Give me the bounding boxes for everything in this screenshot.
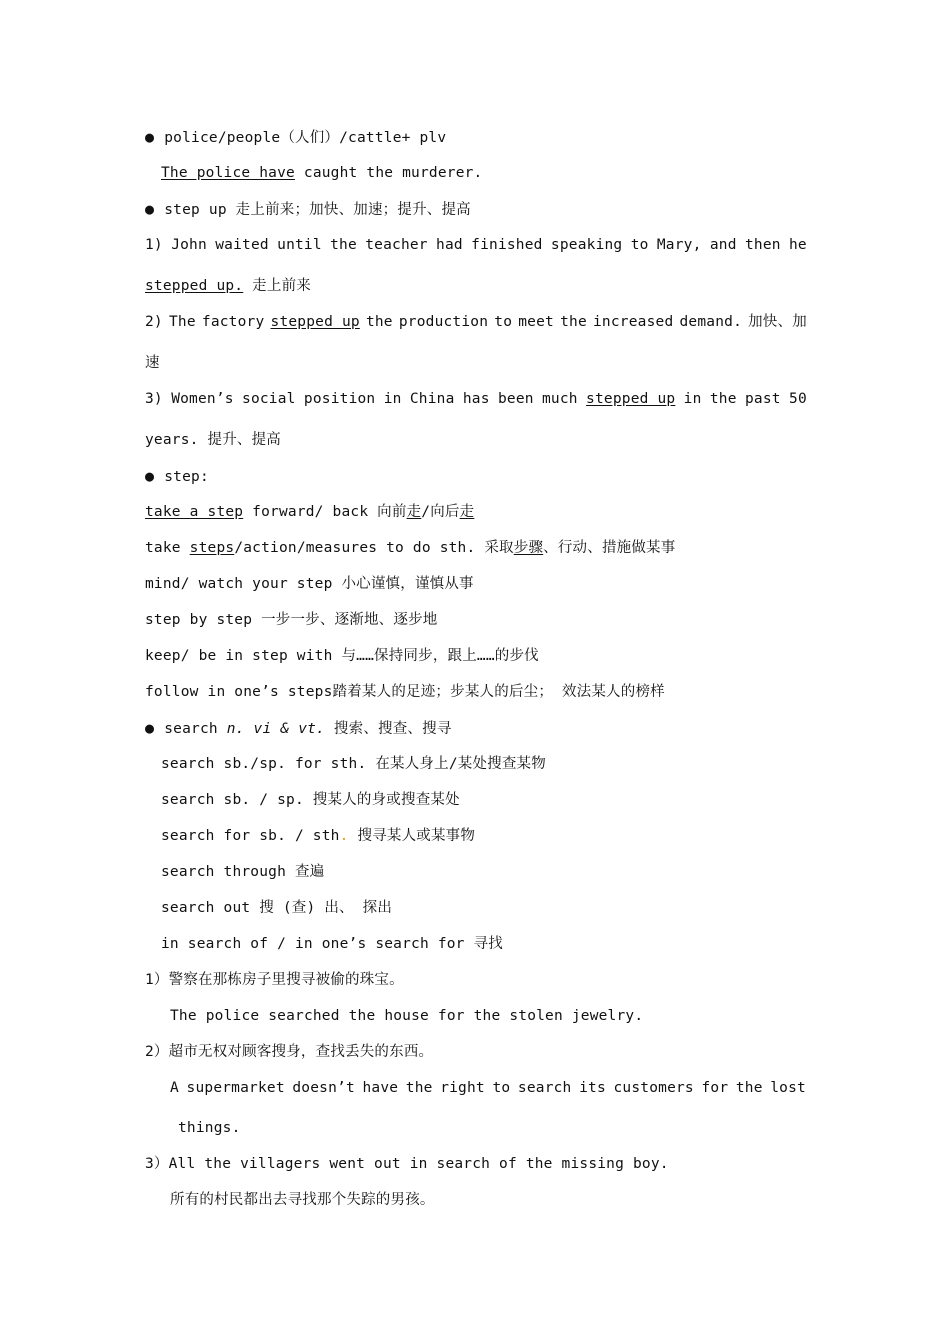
word: meet <box>518 314 554 330</box>
word: customers <box>613 1080 694 1096</box>
text-police: police/people（人们）/cattle+ plv <box>164 130 447 146</box>
word: supermarket <box>186 1080 285 1096</box>
word: Women’s <box>171 391 234 407</box>
example-search-2-zh <box>145 1042 433 1062</box>
word: to <box>494 314 513 330</box>
bullet-icon: ● <box>145 719 155 737</box>
word: the <box>405 1080 433 1096</box>
word: search <box>517 1080 572 1096</box>
phrase-take-steps <box>145 538 675 558</box>
text: 2）超市无权对顾客搜身，查找丢失的东西。 <box>145 1044 434 1060</box>
text: mind/ watch your step 小心谨慎，谨慎从事 <box>145 576 474 592</box>
underlined-char: 走 <box>406 504 422 520</box>
bullet-item-step <box>145 466 209 487</box>
word: 1) <box>145 237 163 253</box>
text: things. <box>178 1120 241 1136</box>
example-search-2-en <box>170 1078 806 1098</box>
word: 3) <box>145 391 163 407</box>
example-step-up-3-cont <box>145 430 281 450</box>
example-step-up-1-cont <box>145 276 311 296</box>
underlined-phrase: stepped up. <box>145 278 244 294</box>
word: in <box>383 391 402 407</box>
text: years. 提升、提高 <box>145 432 282 448</box>
text-step-up: step up 走上前来；加快、加速；提升、提高 <box>164 202 471 218</box>
phrase-take-a-step <box>145 502 474 522</box>
phrase-keep-in-step <box>145 646 539 666</box>
word: has <box>462 391 490 407</box>
phrase-step-by-step <box>145 610 438 630</box>
word: Mary, <box>656 237 702 253</box>
bullet-item-police <box>145 127 446 148</box>
text: follow in one’s steps踏着某人的足迹；步某人的后尘； 效法某人的榜样 <box>145 684 665 700</box>
word: A <box>170 1080 179 1096</box>
word: factory <box>201 314 265 330</box>
text-step: step: <box>164 469 209 485</box>
word: until <box>277 237 322 253</box>
word: The <box>168 314 196 330</box>
word: John <box>171 237 207 253</box>
word: position <box>303 391 376 407</box>
word: then <box>744 237 781 253</box>
part-of-speech: n. vi & vt. <box>226 721 325 737</box>
example-step-up-3 <box>145 389 807 409</box>
word: speaking <box>550 237 623 253</box>
phrase-search-2 <box>161 790 460 810</box>
phrase-mind-step <box>145 574 474 594</box>
text: 所有的村民都出去寻找那个失踪的男孩。 <box>170 1192 435 1208</box>
word: the <box>560 314 587 330</box>
word: in <box>683 391 702 407</box>
phrase-search-4 <box>161 862 324 882</box>
text: . <box>339 828 349 844</box>
text: search sb./sp. for sth. 在某人身上/某处搜查某物 <box>161 756 546 772</box>
text: in search of / in one’s search for 寻找 <box>161 936 503 952</box>
text: search sb. / sp. 搜某人的身或搜查某处 <box>161 792 460 808</box>
underlined-phrase: stepped up <box>270 314 360 330</box>
word: increased <box>593 314 674 330</box>
word: for <box>701 1080 729 1096</box>
word: demand. <box>679 314 742 330</box>
text: /向后 <box>421 504 460 520</box>
text: 1）警察在那栋房子里搜寻被偷的珠宝。 <box>145 972 404 988</box>
word: social <box>242 391 296 407</box>
text: 走上前来 <box>243 278 311 294</box>
text: 搜索、搜查、搜寻 <box>324 721 452 737</box>
example-search-3-zh <box>170 1190 435 1210</box>
phrase-follow-steps <box>145 682 665 702</box>
text: 3）All the villagers went out in search of the missing boy. <box>145 1156 669 1172</box>
word: 2) <box>145 314 163 330</box>
example-search-2-en-cont <box>178 1118 241 1138</box>
word: teacher <box>365 237 428 253</box>
word: to <box>492 1080 511 1096</box>
example-step-up-2 <box>145 312 807 332</box>
text: forward/ back 向前 <box>243 504 407 520</box>
example-step-up-2-cont <box>145 353 160 373</box>
word: China <box>409 391 455 407</box>
text: 搜寻某人或某事物 <box>348 828 476 844</box>
word: much <box>542 391 578 407</box>
text: caught the murderer. <box>294 165 483 181</box>
example-search-3-en <box>145 1154 669 1174</box>
word: its <box>579 1080 606 1096</box>
text: take <box>145 540 190 556</box>
word: been <box>497 391 534 407</box>
bullet-icon: ● <box>145 200 155 218</box>
word: the <box>735 1080 763 1096</box>
underlined-word: 步骤 <box>513 540 544 556</box>
word: the <box>709 391 737 407</box>
word: to <box>630 237 649 253</box>
word: he <box>789 237 807 253</box>
word: right <box>440 1080 485 1096</box>
word: and <box>709 237 737 253</box>
text: 、行动、措施做某事 <box>543 540 676 556</box>
word: 50 <box>789 391 807 407</box>
bullet-item-search <box>145 718 452 739</box>
example-step-up-1 <box>145 235 807 255</box>
bullet-icon: ● <box>145 467 155 485</box>
word: waited <box>215 237 269 253</box>
bullet-item-step-up <box>145 199 471 220</box>
word: doesn’t <box>292 1080 355 1096</box>
underlined-phrase: stepped up <box>586 391 676 407</box>
underlined-phrase: take a step <box>145 504 244 520</box>
text: search for sb. / sth <box>161 828 340 844</box>
text: step by step 一步一步、逐渐地、逐步地 <box>145 612 438 628</box>
phrase-search-1 <box>161 754 546 774</box>
example-search-1-en <box>170 1006 643 1026</box>
word: production <box>398 314 489 330</box>
underlined-word: steps <box>189 540 235 556</box>
phrase-search-6 <box>161 934 503 954</box>
word: past <box>744 391 781 407</box>
underlined-char: 走 <box>459 504 475 520</box>
example-police <box>161 163 482 183</box>
phrase-search-3 <box>161 826 475 846</box>
bullet-icon: ● <box>145 128 155 146</box>
example-search-1-zh <box>145 970 404 990</box>
word: had <box>436 237 463 253</box>
text: search through 查遍 <box>161 864 325 880</box>
word: have <box>362 1080 399 1096</box>
text: The police searched the house for the stolen jewelry. <box>170 1008 644 1024</box>
text: /action/measures to do sth. 采取 <box>234 540 514 556</box>
phrase-search-5 <box>161 898 392 918</box>
text: search <box>164 721 227 737</box>
word: finished <box>471 237 543 253</box>
text: keep/ be in step with 与……保持同步，跟上……的步伐 <box>145 648 539 664</box>
text: 速 <box>145 355 160 371</box>
word: the <box>365 314 393 330</box>
underlined-phrase: The police have <box>161 165 295 181</box>
word: lost <box>770 1080 806 1096</box>
word: 加快、加 <box>748 314 807 330</box>
word: the <box>330 237 357 253</box>
text: search out 搜 (查) 出、 探出 <box>161 900 393 916</box>
